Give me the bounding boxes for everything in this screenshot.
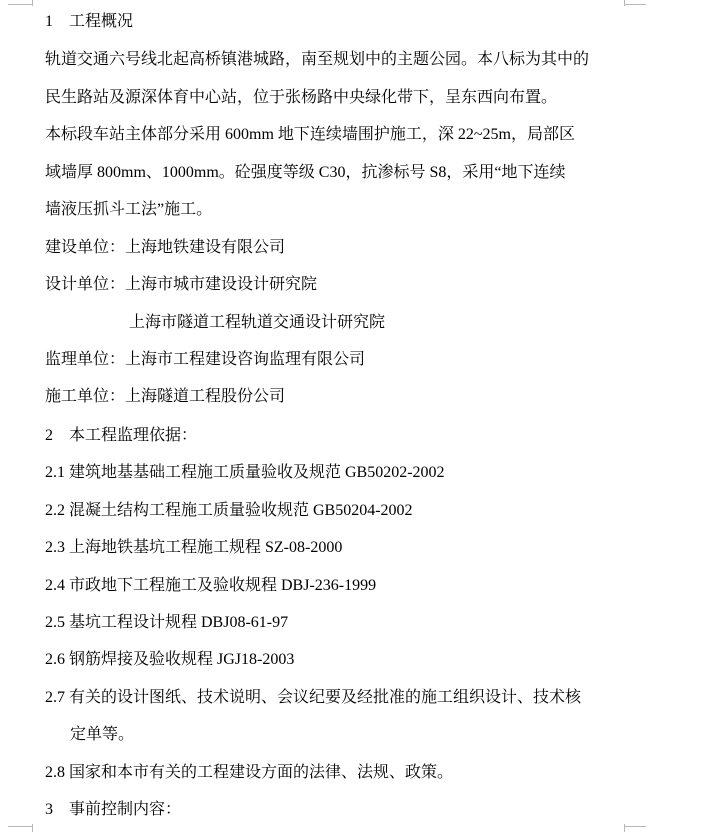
list-item-number: 2.6 <box>45 651 65 668</box>
section-heading-1 <box>45 12 133 32</box>
corner-mark-top-right-v <box>624 0 625 6</box>
section-title: 工程概况 <box>69 13 134 30</box>
section-title: 事前控制内容： <box>69 801 182 818</box>
corner-mark-bottom-left-h <box>8 826 32 827</box>
list-item <box>45 463 445 483</box>
info-line-contractor: 施工单位：上海隧道工程股份公司 <box>45 388 286 405</box>
list-item-text: 上海地铁基坑工程施工规程 SZ-08-2000 <box>69 539 343 556</box>
list-item <box>45 576 376 596</box>
section-title: 本工程监理依据： <box>69 427 198 444</box>
corner-mark-top-right-h <box>624 4 646 5</box>
info-line-design-unit: 设计单位：上海市城市建设设计研究院 <box>45 276 318 293</box>
list-item-number: 2.8 <box>45 764 65 781</box>
corner-mark-bottom-left-v <box>32 824 33 832</box>
section-number: 3 <box>45 801 53 818</box>
list-item-text: 市政地下工程施工及验收规程 DBJ-236-1999 <box>69 577 377 594</box>
list-item-continuation: 定单等。 <box>70 726 135 743</box>
list-item <box>45 688 581 708</box>
corner-mark-bottom-right-h <box>624 826 646 827</box>
list-item-number: 2.7 <box>45 689 65 706</box>
list-item-text: 有关的设计图纸、技术说明、会议纪要及经批准的施工组织设计、技术核 <box>69 689 582 706</box>
paragraph-line: 轨道交通六号线北起高桥镇港城路，南至规划中的主题公园。本八标为其中的 <box>45 51 590 68</box>
info-line-design-unit-2: 上海市隧道工程轨道交通设计研究院 <box>129 314 386 331</box>
list-item <box>45 763 453 783</box>
list-item-number: 2.4 <box>45 577 65 594</box>
list-item <box>45 613 288 633</box>
list-item <box>45 501 413 521</box>
list-item <box>45 650 294 670</box>
section-heading-3 <box>45 800 181 820</box>
list-item-text: 基坑工程设计规程 DBJ08-61-97 <box>69 614 289 631</box>
section-heading-2 <box>45 426 197 446</box>
corner-mark-bottom-right-v <box>624 824 625 832</box>
paragraph-line: 民生路站及源深体育中心站，位于张杨路中央绿化带下，呈东西向布置。 <box>45 89 558 106</box>
corner-mark-top-left-h <box>8 4 32 5</box>
list-item-text: 国家和本市有关的工程建设方面的法律、法规、政策。 <box>69 764 454 781</box>
corner-mark-top-left-v <box>32 0 33 6</box>
section-number: 2 <box>45 427 53 444</box>
paragraph-line: 墙液压抓斗工法”施工。 <box>45 201 213 218</box>
list-item-number: 2.2 <box>45 502 65 519</box>
paragraph-line: 本标段车站主体部分采用 600mm 地下连续墙围护施工，深 22~25m，局部区 <box>45 126 575 143</box>
list-item-number: 2.5 <box>45 614 65 631</box>
list-item-number: 2.1 <box>45 464 65 481</box>
section-number: 1 <box>45 13 53 30</box>
list-item-text: 混凝土结构工程施工质量验收规范 GB50204-2002 <box>69 502 413 519</box>
list-item-text: 钢筋焊接及验收规程 JGJ18-2003 <box>69 651 295 668</box>
info-line-supervision-unit: 监理单位：上海市工程建设咨询监理有限公司 <box>45 351 366 368</box>
list-item <box>45 538 342 558</box>
paragraph-line: 域墙厚 800mm、1000mm。砼强度等级 C30，抗渗标号 S8，采用“地下连续 <box>45 164 566 181</box>
list-item-number: 2.3 <box>45 539 65 556</box>
info-line-construction-unit: 建设单位：上海地铁建设有限公司 <box>45 239 286 256</box>
list-item-text: 建筑地基基础工程施工质量验收及规范 GB50202-2002 <box>69 464 445 481</box>
